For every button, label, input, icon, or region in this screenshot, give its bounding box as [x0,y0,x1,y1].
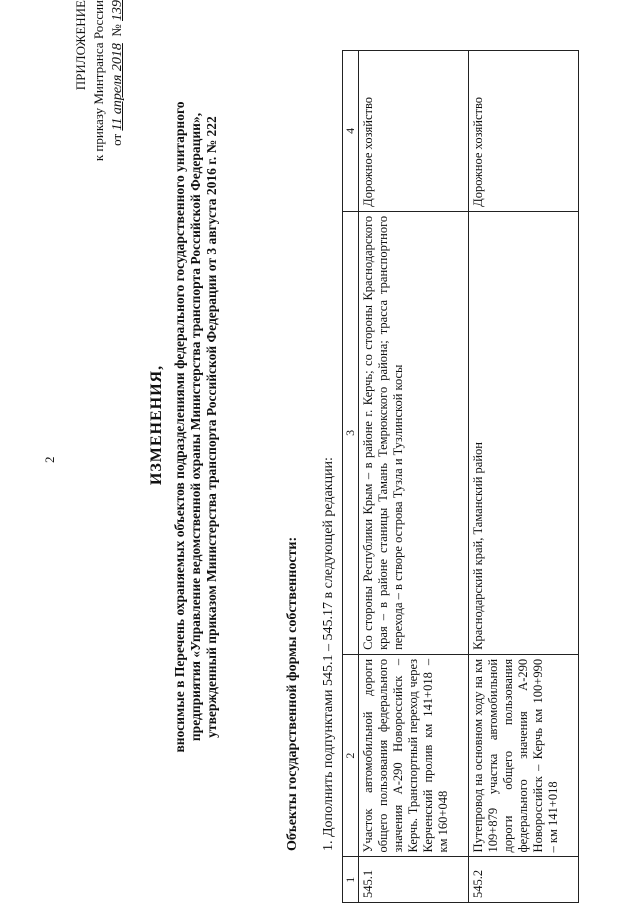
appendix-order-line: к приказу Минтранса России [91,0,106,162]
row-object: Участок автомобильной дороги общего пользования федерального значения А-290 Новороссийск – Керчь. Транспортный переход через Керченский пролив км 141+018 – км 160+048 [359,654,469,857]
number-prefix: № [109,24,124,37]
table-header: 4 [343,51,359,212]
subtitle-line: вносимые в Перечень охраняемых объектов подразделениями федерального государственного унитарного [172,101,187,753]
page-number: 2 [42,456,57,463]
section-heading: Объекты государственной формы собственности: [285,536,300,851]
row-type: Дорожное хозяйство [359,51,469,212]
row-location: Краснодарский край, Таманский район [469,211,579,654]
table-header: 3 [343,211,359,654]
table-row [469,51,579,903]
appendix-block [72,0,127,200]
appendix-date-line [108,0,127,200]
row-number: 545.1 [359,857,469,903]
objects-table [342,50,579,903]
handwritten-date: 11 апреля 2018 [110,43,125,131]
subtitle-line: предприятия «Управление ведомственной охраны Министерства транспорта Российской Федерации», [188,112,203,742]
document-title: ИЗМЕНЕНИЯ, [148,364,165,486]
table-header: 2 [343,654,359,857]
row-type: Дорожное хозяйство [469,51,579,212]
subtitle-line: утвержденный приказом Министерства транспорта Российской Федерации от 3 августа 2016 г. № 222 [204,116,219,738]
table-header: 1 [343,857,359,903]
row-location: Со стороны Республики Крым – в районе г. Керчь; со стороны Краснодарского края – в районе станицы Тамань Темрюкского района; трасса транспортного перехода – в створе острова Тузла и Тузлинской косы [359,211,469,654]
table-row [359,51,469,903]
handwritten-number: 139 [110,0,125,21]
appendix-heading: ПРИЛОЖЕНИЕ [73,0,88,91]
row-object: Путепровод на основном ходу на км 109+879 участка автомобильной дороги общего пользования федерального значения А-290 Новороссийск – Керчь км 100+990 – км 141+018 [469,654,579,857]
item-text: 1. Дополнить подпунктами 545.1 – 545.17 в следующей редакции: [321,457,336,851]
date-prefix: от [109,133,124,146]
table-header-row [343,51,359,903]
row-number: 545.2 [469,857,579,903]
document-subtitle [172,57,220,797]
